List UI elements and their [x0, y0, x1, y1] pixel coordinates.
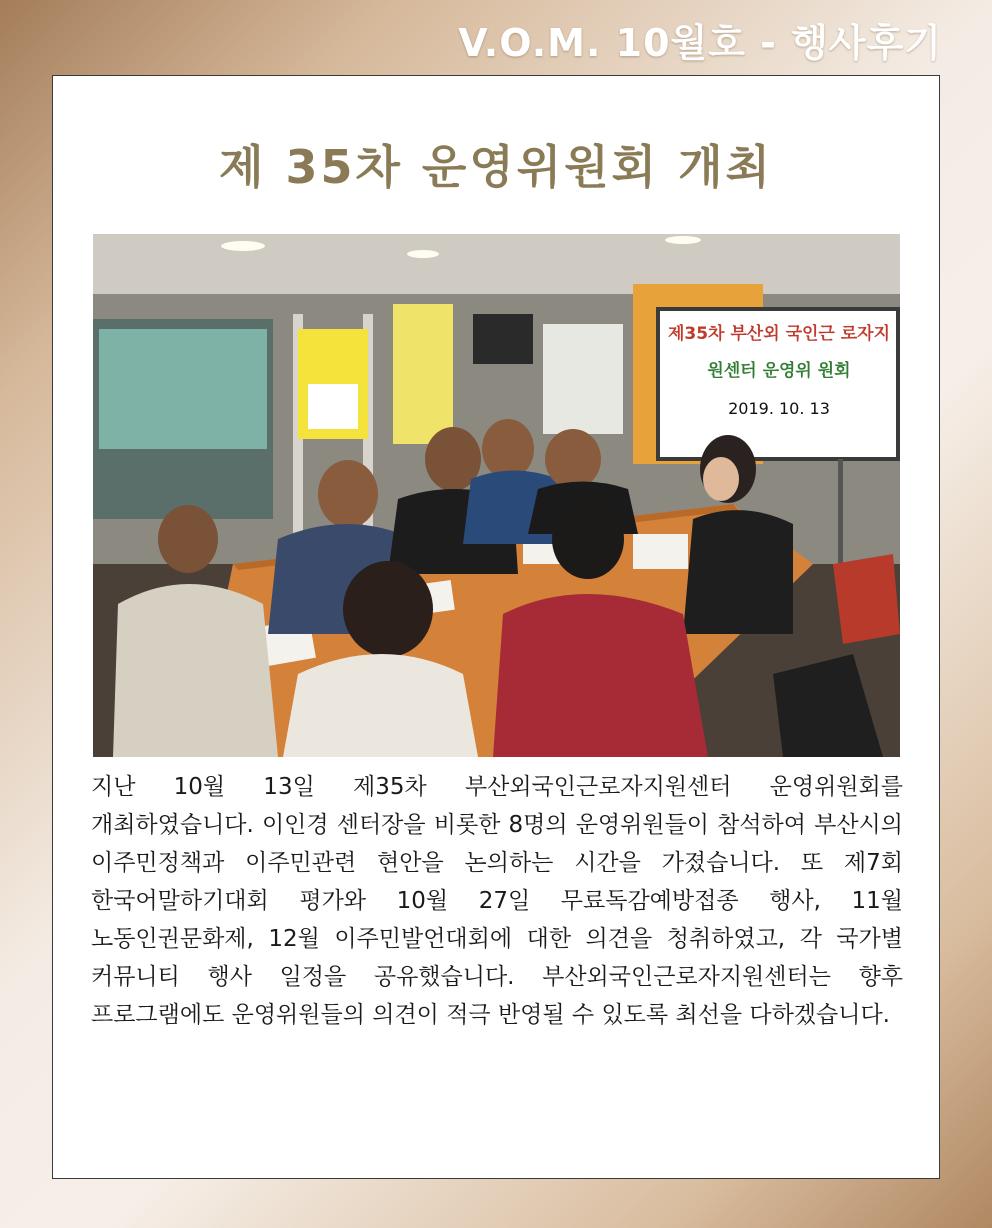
sign-line-2: 원센터 운영위 원회 [707, 361, 851, 381]
newsletter-header-title: V.O.M. 10월호 - 행사후기 [458, 21, 942, 65]
meeting-photo [93, 234, 900, 757]
sign-line-1: 제35차 부산외 국인근 로자지 [667, 324, 891, 344]
article-body: 지난 10월 13일 제35차 부산외국인근로자지원센터 운영위원회를 개최하였습니다. 이인경 센터장을 비롯한 8명의 운영위원들이 참석하여 부산시의 이주민정책과 이주민관련 현안을 논의하는 시간을 가졌습니다. 또 제7회 한국어말하기대회 평가와 10월 27일 무료독감예방접종 행사, 11월 노동인권문화제, 12월 이주민발언대회에 대한 의견을 청취하였고, 각 국가별 커뮤니티 행사 일정을 공유했습니다. 부산외국인근로자지원센터는 향후 프로그램에도 운영위원들의 의견이 적극 반영될 수 있도록 최선을 다하겠습니다. [91, 774, 903, 1028]
sign-line-3: 2019. 10. 13 [728, 399, 830, 418]
article-title: 제 35차 운영위원회 개최 [219, 140, 773, 194]
article-panel [52, 75, 940, 1179]
